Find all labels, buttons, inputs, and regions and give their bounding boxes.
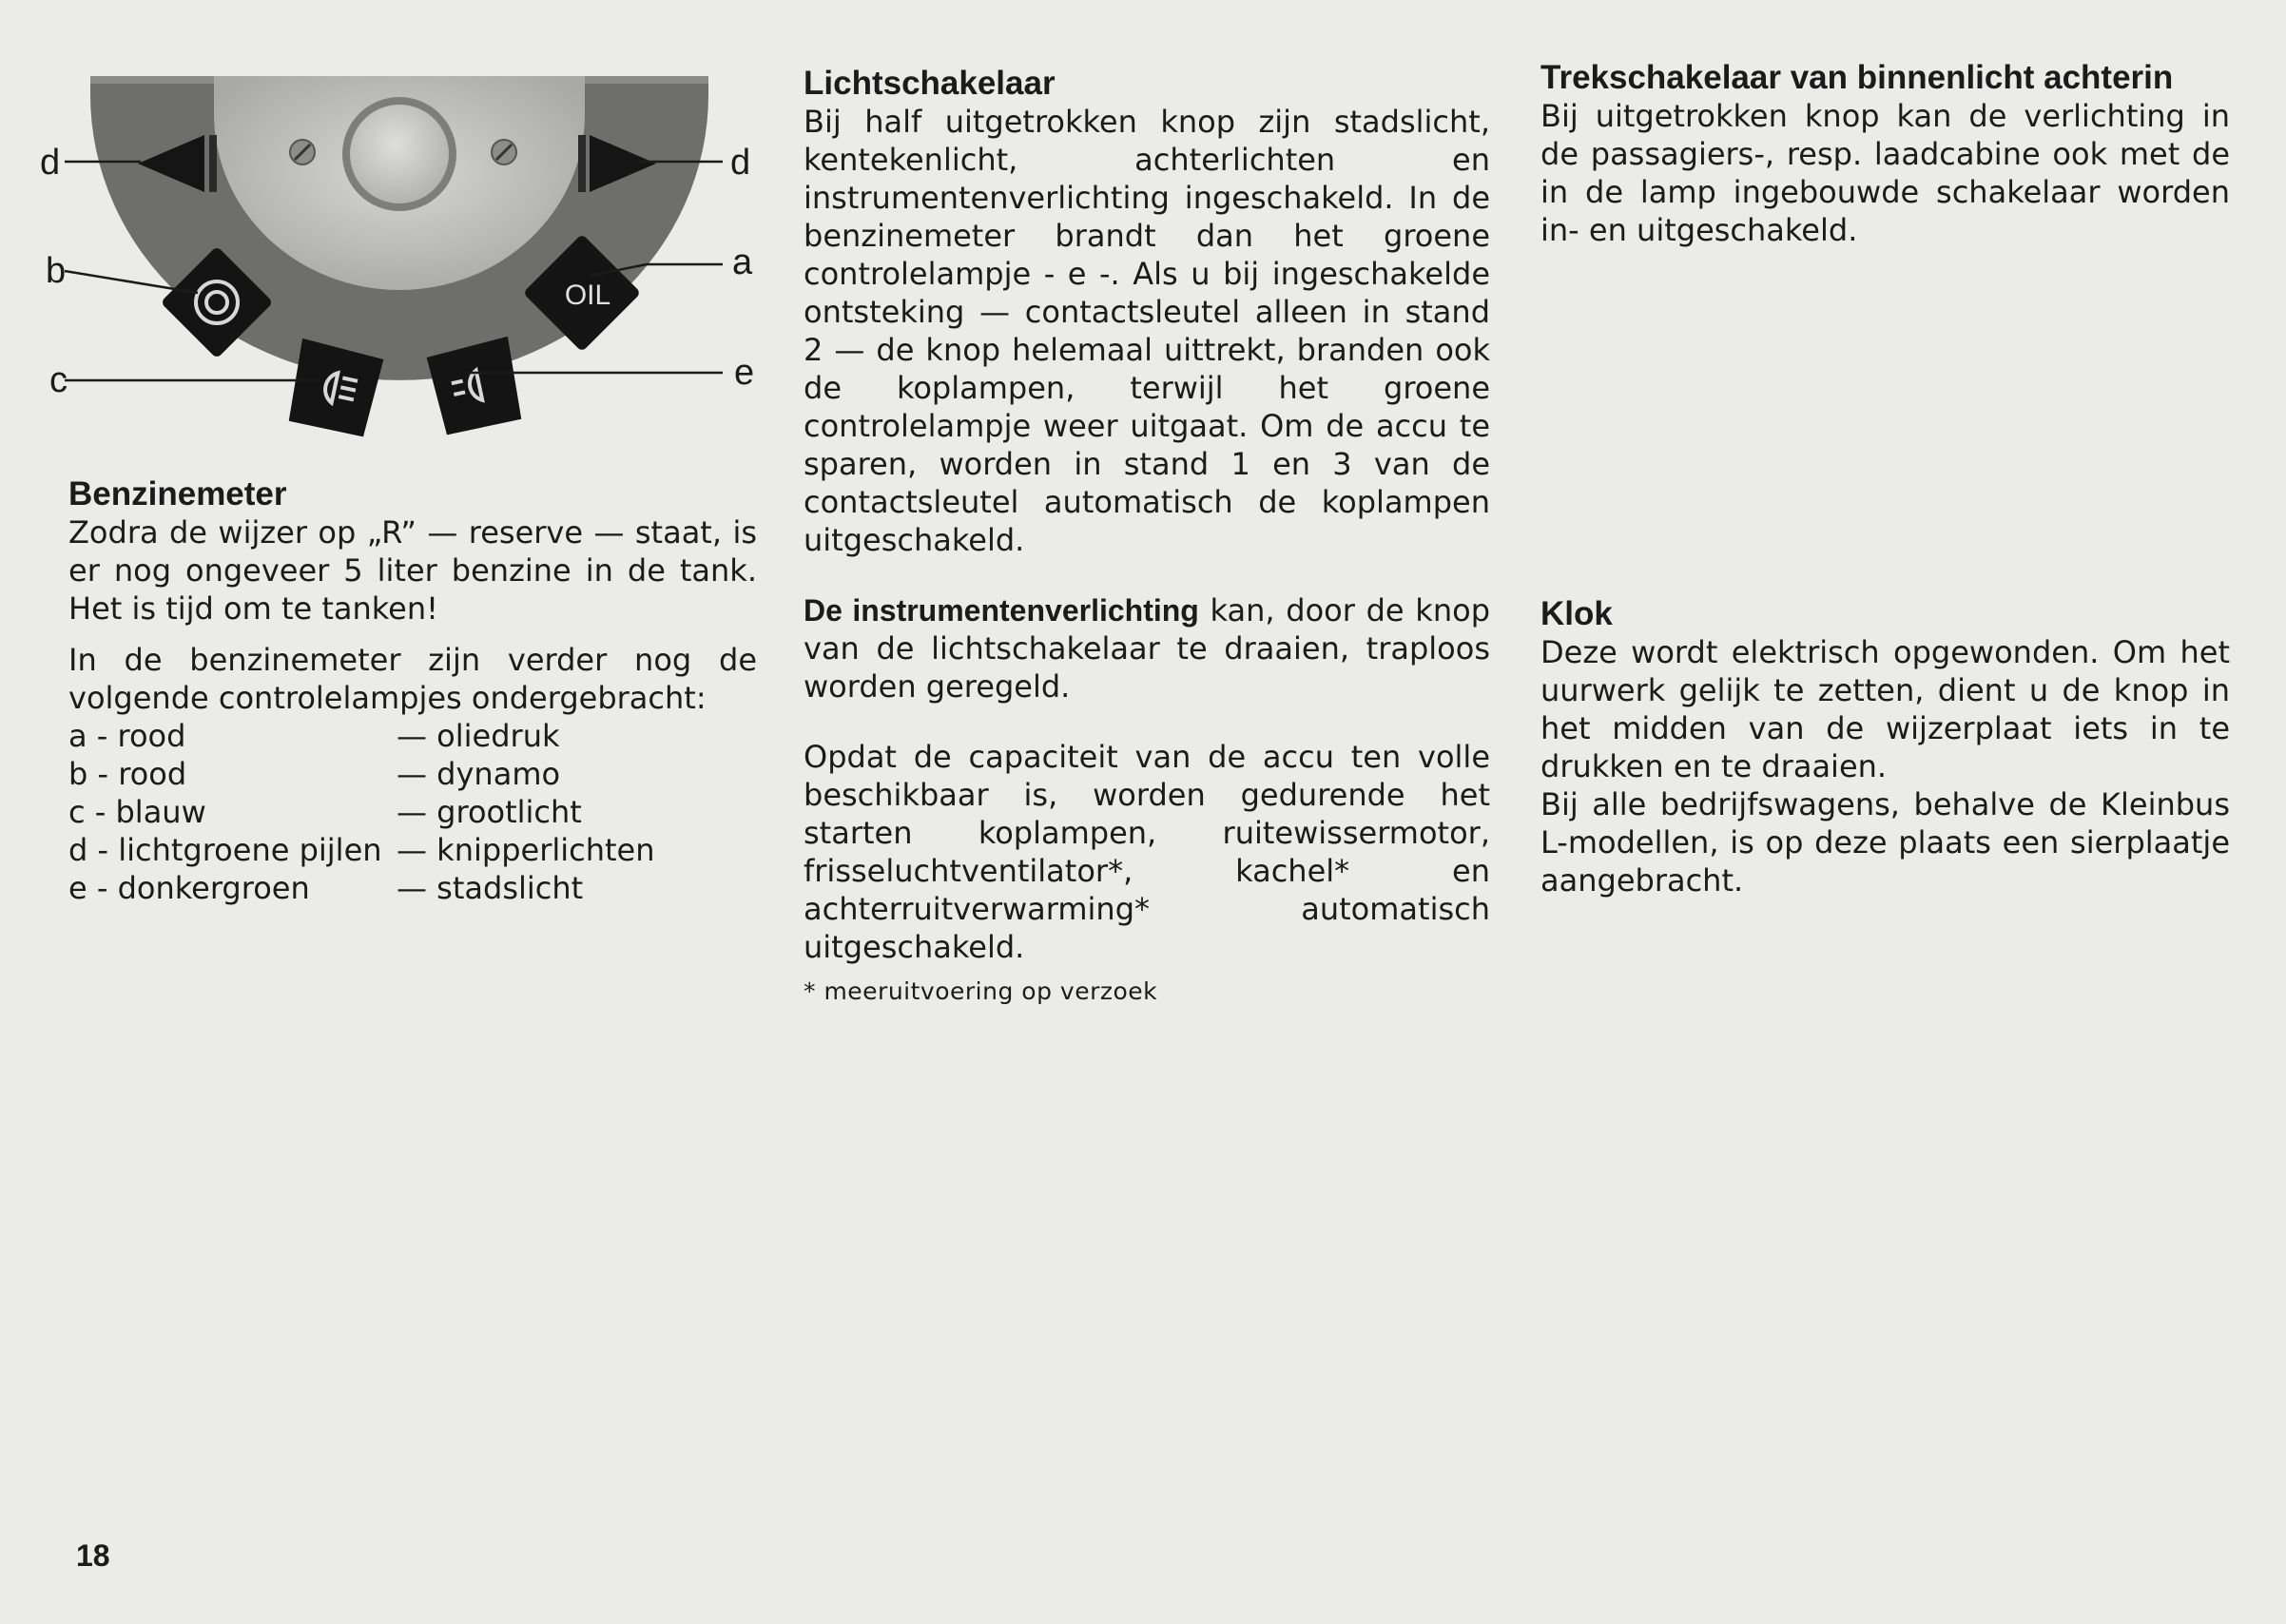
callout-c: c bbox=[49, 360, 68, 400]
klok-paragraph: Bij alle bedrijfswagens, behalve de Kleinbus L-modellen, is op deze plaats een sierplaatje aangebracht. bbox=[1540, 786, 2230, 899]
footnote: * meeruitvoering op verzoek bbox=[804, 977, 1158, 1005]
callout-d-right: d bbox=[730, 143, 751, 183]
instrument-lighting-text: kan, door de knop van de lichtschakelaar te draaien, traploos worden geregeld. bbox=[804, 592, 1490, 705]
oil-label: OIL bbox=[564, 280, 611, 311]
warning-lamp-list bbox=[68, 717, 757, 907]
list-item bbox=[68, 793, 757, 831]
trekschakelaar-heading: Trekschakelaar van binnenlicht achterin bbox=[1540, 59, 2174, 96]
lamp-function: — grootlicht bbox=[397, 794, 582, 830]
lichtschakelaar-section bbox=[804, 65, 1490, 1008]
lamp-code: a - rood bbox=[68, 718, 186, 754]
benzinemeter-paragraph: In de benzinemeter zijn verder nog de volgende controlelampjes ondergebracht: bbox=[68, 642, 757, 716]
benzinemeter-heading: Benzinemeter bbox=[68, 475, 287, 512]
benzinemeter-paragraph: Zodra de wijzer op „R” — reserve — staat, is er nog ongeveer 5 liter benzine in de tank. Het is tijd om te tanken! bbox=[68, 514, 757, 627]
screw-icon bbox=[290, 140, 315, 164]
lichtschakelaar-paragraph: Bij half uitgetrokken knop zijn stadslicht, kentekenlicht, achterlichten en instrumentenverlichting ingeschakeld. In de benzinemeter brandt dan het groene controlelampje - e -. Als u bij ingeschakelde ontsteking — contactsleutel alleen in stand 2 — de knop helemaal uittrekt, branden ook de koplampen, terwijl het groene controlelampje weer uitgaat. Om de accu te sparen, worden in stand 1 en 3 van de contactsleutel automatisch de koplampen uitgeschakeld. bbox=[804, 104, 1490, 558]
trekschakelaar-paragraph: Bij uitgetrokken knop kan de verlichting in de passagiers-, resp. laadcabine ook met de in de lamp ingebouwde schakelaar worden in- en uitgeschakeld. bbox=[1540, 98, 2230, 248]
lamp-code: d - lichtgroene pijlen bbox=[68, 832, 382, 868]
list-item bbox=[68, 831, 757, 869]
lamp-code: c - blauw bbox=[68, 794, 206, 830]
lamp-function: — dynamo bbox=[397, 756, 561, 792]
lamp-function: — stadslicht bbox=[397, 870, 584, 906]
instrument-lighting-term: De instrumentenverlichting bbox=[804, 593, 1199, 628]
lamp-code: b - rood bbox=[68, 756, 187, 792]
benzinemeter-section bbox=[68, 475, 757, 907]
battery-paragraph: Opdat de capaciteit van de accu ten volle beschikbaar is, worden gedurende het starten koplampen, ruitewissermotor, frisseluchtventilator*, kachel* en achterruitverwarming* automatisch uitgeschakeld. bbox=[804, 739, 1490, 965]
callout-a: a bbox=[732, 242, 753, 282]
center-knob bbox=[342, 97, 456, 211]
list-item bbox=[68, 869, 757, 907]
screw-icon bbox=[492, 140, 516, 164]
page-number: 18 bbox=[76, 1538, 110, 1573]
callout-b: b bbox=[46, 251, 67, 291]
callout-e: e bbox=[734, 353, 755, 393]
callout-d-left: d bbox=[40, 143, 61, 183]
instrument-lighting-paragraph bbox=[804, 591, 1490, 706]
lamp-code: e - donkergroen bbox=[68, 870, 310, 906]
fuel-gauge-illustration bbox=[0, 57, 780, 475]
lamp-function: — knipperlichten bbox=[397, 832, 655, 868]
klok-heading: Klok bbox=[1540, 595, 1613, 632]
klok-section bbox=[1540, 595, 2230, 899]
list-item bbox=[68, 755, 757, 793]
lichtschakelaar-heading: Lichtschakelaar bbox=[804, 65, 1056, 102]
list-item bbox=[68, 717, 757, 755]
klok-paragraph: Deze wordt elektrisch opgewonden. Om het uurwerk gelijk te zetten, dient u de knop in het midden van de wijzerplaat iets in te drukken en te draaien. bbox=[1540, 634, 2230, 784]
trekschakelaar-section bbox=[1540, 59, 2230, 249]
lamp-function: — oliedruk bbox=[397, 718, 560, 754]
